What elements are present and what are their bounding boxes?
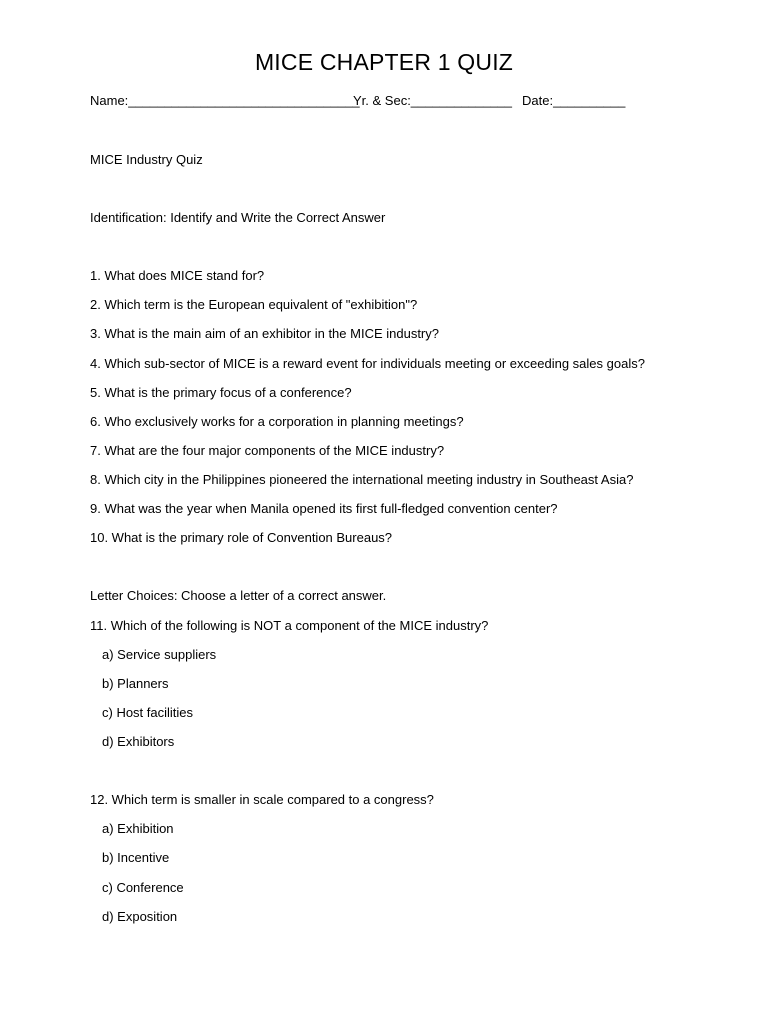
date-field: Date:__________ bbox=[522, 93, 626, 108]
question-9: 9. What was the year when Manila opened its first full-fledged convention center? bbox=[90, 501, 558, 516]
page-title: MICE CHAPTER 1 QUIZ bbox=[254, 49, 514, 75]
identification-instructions: Identification: Identify and Write the Correct Answer bbox=[90, 210, 386, 225]
year-section-field: Yr. & Sec:______________ bbox=[353, 93, 513, 108]
question-12-option-b: b) Incentive bbox=[102, 850, 170, 865]
question-7: 7. What are the four major components of the MICE industry? bbox=[90, 443, 445, 458]
question-1: 1. What does MICE stand for? bbox=[90, 268, 265, 283]
question-5: 5. What is the primary focus of a conference? bbox=[90, 385, 352, 400]
question-11-option-b: b) Planners bbox=[102, 676, 169, 691]
question-12: 12. Which term is smaller in scale compared to a congress? bbox=[90, 792, 434, 807]
letter-choices-instructions: Letter Choices: Choose a letter of a correct answer. bbox=[90, 588, 387, 603]
question-11: 11. Which of the following is NOT a component of the MICE industry? bbox=[90, 618, 489, 633]
question-12-option-d: d) Exposition bbox=[102, 909, 178, 924]
question-11-option-a: a) Service suppliers bbox=[102, 647, 217, 662]
question-11-option-c: c) Host facilities bbox=[102, 705, 194, 720]
question-2: 2. Which term is the European equivalent of "exhibition"? bbox=[90, 297, 418, 312]
name-field: Name:________________________________ bbox=[90, 93, 360, 108]
question-10: 10. What is the primary role of Convention Bureaus? bbox=[90, 530, 393, 545]
question-4: 4. Which sub-sector of MICE is a reward event for individuals meeting or exceeding sales goals? bbox=[90, 356, 645, 371]
question-11-option-d: d) Exhibitors bbox=[102, 734, 175, 749]
question-3: 3. What is the main aim of an exhibitor in the MICE industry? bbox=[90, 326, 439, 341]
question-12-option-c: c) Conference bbox=[102, 880, 184, 895]
question-6: 6. Who exclusively works for a corporation in planning meetings? bbox=[90, 414, 464, 429]
quiz-subtitle: MICE Industry Quiz bbox=[90, 152, 203, 167]
question-8: 8. Which city in the Philippines pioneered the international meeting industry in Southeast Asia? bbox=[90, 472, 634, 487]
question-12-option-a: a) Exhibition bbox=[102, 821, 174, 836]
